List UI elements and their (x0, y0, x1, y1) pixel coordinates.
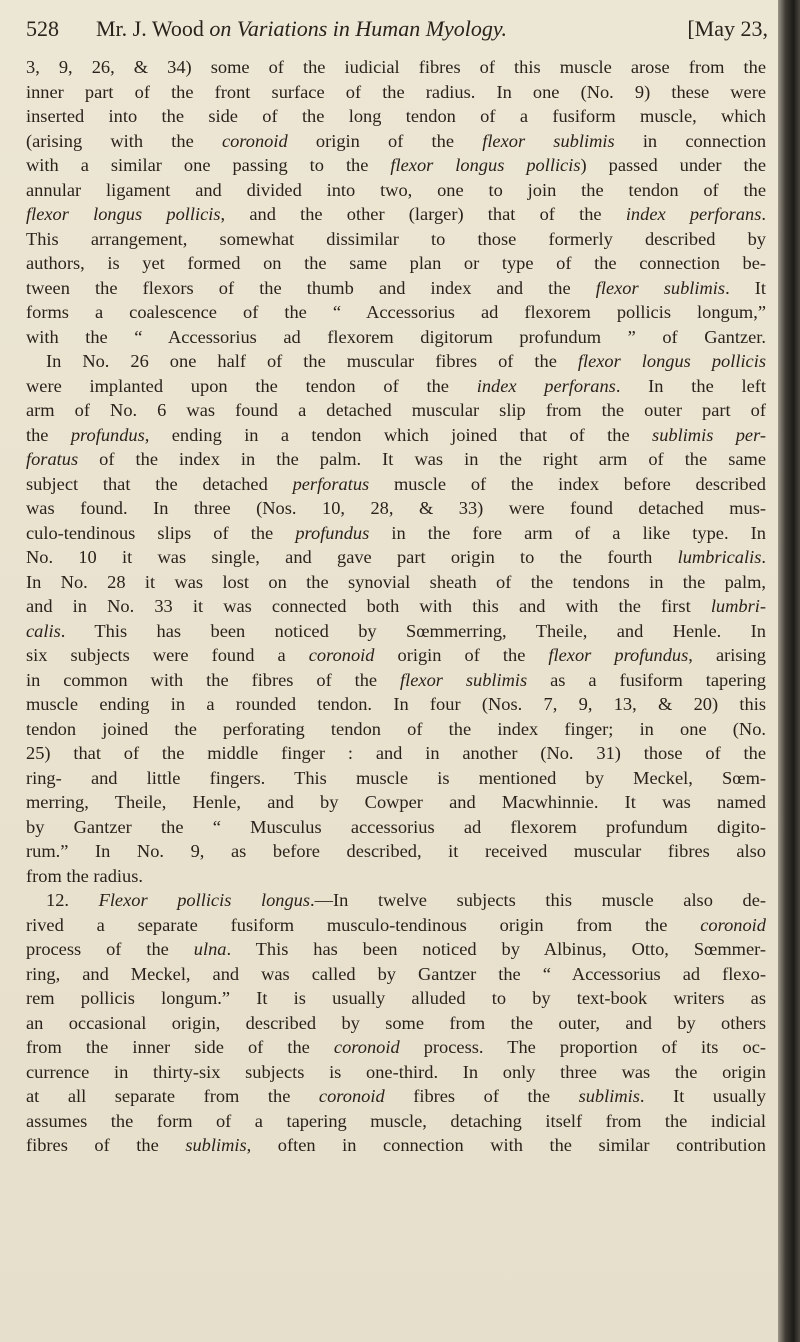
text-line: 25) that of the middle finger : and in another (No. 31) those of the (26, 743, 766, 763)
text-line: currence in thirty-six subjects is one-third. In only three was the origin (26, 1061, 766, 1082)
text-line: by Gantzer the “ Musculus accessorius ad flexorem profundum digito- (26, 816, 766, 837)
text-line: flexor longus pollicis, and the other (larger) that of the index perforans. (26, 204, 766, 224)
text-line: authors, is yet formed on the same plan or type of the connection be- (26, 253, 766, 273)
text-line: foratus of the index in the palm. It was in the right arm of the same (26, 449, 766, 469)
text-line: an occasional origin, described by some from the outer, and by others (26, 1012, 766, 1033)
text-line: was found. In three (Nos. 10, 28, & 33) were found detached mus- (26, 498, 766, 518)
text-line: merring, Theile, Henle, and by Cowper and Macwhinnie. It was named (26, 792, 766, 812)
text-line: process of the ulna. This has been noticed by Albinus, Otto, Sœmmer- (26, 939, 766, 959)
text-line: with a similar one passing to the flexor longus pollicis) passed under the (26, 155, 766, 175)
text-line: muscle ending in a rounded tendon. In four (Nos. 7, 9, 13, & 20) this (26, 694, 766, 714)
text-line: tween the flexors of the thumb and index and the flexor sublimis. It (26, 277, 766, 298)
text-line: from the radius. (26, 865, 143, 886)
text-line: fibres of the sublimis, often in connection with the similar contribution (26, 1135, 766, 1155)
text-line: 12. Flexor pollicis longus.—In twelve subjects this muscle also de- (46, 890, 766, 910)
text-line: forms a coalescence of the “ Accessorius ad flexorem pollicis longum,” (26, 302, 766, 322)
header-title: on Variations in Human Myology. (209, 16, 507, 41)
text-line: No. 10 it was single, and gave part origin to the fourth lumbricalis. (26, 547, 766, 567)
text-line: arm of No. 6 was found a detached muscular slip from the outer part of (26, 400, 766, 420)
text-line: annular ligament and divided into two, one to join the tendon of the (26, 179, 766, 200)
text-line: 3, 9, 26, & 34) some of the iudicial fibres of this muscle arose from the (26, 57, 766, 77)
text-line: in common with the fibres of the flexor sublimis as a fusiform tapering (26, 669, 766, 690)
text-line: from the inner side of the coronoid process. The proportion of its oc- (26, 1037, 766, 1057)
page-number: 528 (26, 16, 59, 41)
text-line: and in No. 33 it was connected both with this and with the first lumbri- (26, 596, 766, 616)
running-header (26, 14, 768, 44)
text-line: six subjects were found a coronoid origin of the flexor profundus, arising (26, 645, 766, 665)
text-line: inserted into the side of the long tendon of a fusiform muscle, which (26, 106, 766, 126)
text-line: at all separate from the coronoid fibres of the sublimis. It usually (26, 1086, 766, 1106)
text-line: ring, and Meckel, and was called by Gantzer the “ Accessorius ad flexo- (26, 963, 766, 984)
text-line: with the “ Accessorius ad flexorem digitorum profundum ” of Gantzer. (26, 326, 766, 347)
text-line: calis. This has been noticed by Sœmmerring, Theile, and Henle. In (26, 620, 766, 641)
text-line: rum.” In No. 9, as before described, it received muscular fibres also (26, 841, 766, 861)
text-line: assumes the form of a tapering muscle, detaching itself from the indicial (26, 1110, 766, 1131)
text-line: In No. 26 one half of the muscular fibres of the flexor longus pollicis (46, 351, 766, 371)
text-line: rived a separate fusiform musculo-tendinous origin from the coronoid (26, 914, 766, 935)
text-line: inner part of the front surface of the radius. In one (No. 9) these were (26, 81, 766, 102)
text-line: rem pollicis longum.” It is usually alluded to by text-book writers as (26, 988, 766, 1008)
header-author: Mr. J. Wood (96, 16, 204, 41)
running-title (96, 14, 507, 44)
book-spine-shadow (778, 0, 800, 1342)
body-text (26, 55, 766, 1158)
text-line: In No. 28 it was lost on the synovial sheath of the tendons in the palm, (26, 571, 766, 592)
text-line: This arrangement, somewhat dissimilar to those formerly described by (26, 228, 766, 249)
header-date: [May 23, (687, 16, 768, 41)
text-line: tendon joined the perforating tendon of the index finger; in one (No. (26, 718, 766, 739)
text-line: the profundus, ending in a tendon which joined that of the sublimis per- (26, 424, 766, 445)
text-line: were implanted upon the tendon of the index perforans. In the left (26, 375, 767, 396)
text-line: (arising with the coronoid origin of the flexor sublimis in connection (26, 130, 767, 151)
text-line: ring- and little fingers. This muscle is mentioned by Meckel, Sœm- (26, 767, 766, 788)
text-line: culo-tendinous slips of the profundus in the fore arm of a like type. In (26, 522, 766, 543)
text-line: subject that the detached perforatus muscle of the index before described (26, 473, 766, 494)
